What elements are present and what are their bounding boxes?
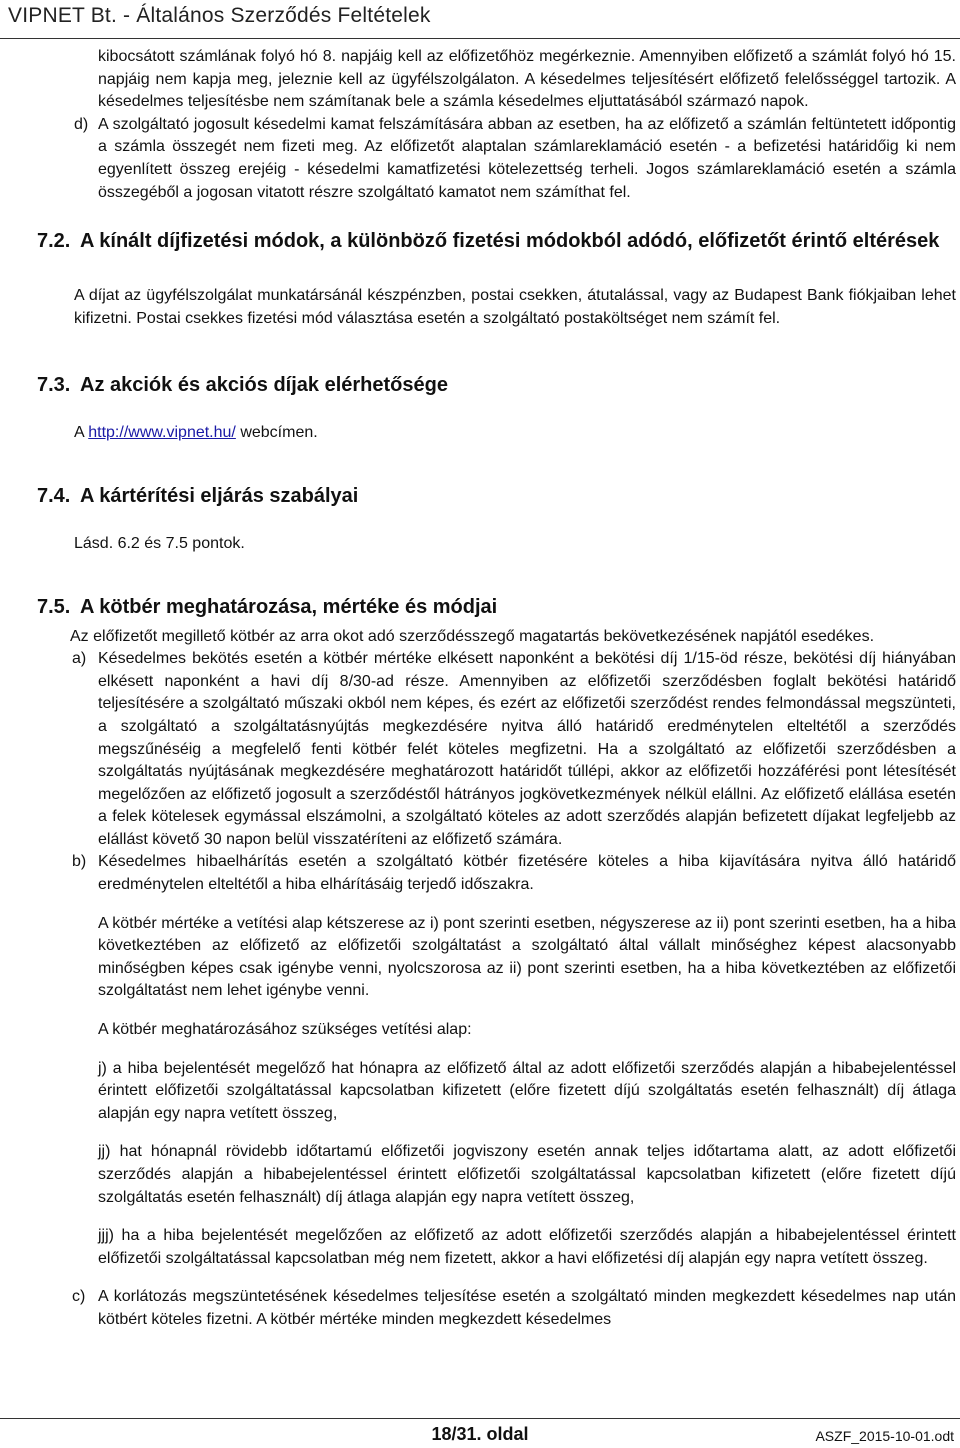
- list-marker: a): [72, 650, 87, 668]
- list-item-b-paragraph-2: A kötbér mértéke a vetítési alap kétszerese az i) pont szerinti esetben, négyszerese az ii) pont szerinti esetben, ha a hiba következtében az előfizető az előfizetői szolgáltatást a szolgáltató által vállalt minőséghez képest alacsonyabb minőségben képes csak igénybe venni, nyolcszorosa az ii) pont szerinti esetben, ha a hiba következtében az előfizetői szolgáltatást nem lehet igénybe venni.: [98, 914, 956, 1000]
- body-prefix: A: [74, 424, 89, 442]
- section-number: 7.2.: [37, 230, 71, 253]
- list-item-b: [72, 851, 956, 896]
- website-link[interactable]: http://www.vipnet.hu/: [88, 424, 236, 442]
- list-item-c: [72, 1286, 956, 1331]
- section-body-7-2: A díjat az ügyfélszolgálat munkatársánál készpénzben, postai csekken, átutalással, vagy az Budapest Bank fiókjaiban lehet kifizetni. Postai csekkes fizetési mód választása esetén a szolgáltató postaköltséget nem számít fel.: [74, 287, 956, 327]
- list-item-text: Késedelmes bekötés esetén a kötbér mértéke elkésett naponként a bekötési díj 1/15-öd része, bekötési díj hiányában elkésett naponként a havi díj 8/30-ad része. Amennyiben az előfizetői szerződésben foglalt bekötési határidő teljesítésére a szolgáltató műszaki okból nem képes, és ezért az előfizetői szerződést rendes felmondással megszünteti, a szolgáltató a szolgáltatásnyújtás megkezdésére nyitva álló határidő eredménytelen elteltétől a szerződés megszűnéséig a megfelelő fenti kötbér felét köteles megfizetni. Ha a szolgáltató az előfizetői szerződésben a szolgáltatás nyújtásának megkezdésére meghatározott határidőt túllépi, akkor az előfizetői hozzáférési pont létesítését megelőzően az előfizető jogosult a szerződéstől hátrányos jogkövetkezmények nélkül elállni. Az előfizető elállása esetén a felek kötelesek egymással elszámolni, a szolgáltató köteles az adott szerződés alapján befizetett díjakat legfeljebb az elállást követő 30 napon belül visszatéríteni az előfizető számára.: [98, 650, 956, 848]
- page-header: [0, 0, 960, 40]
- list-marker: c): [72, 1288, 86, 1306]
- section-number: 7.5.: [37, 595, 71, 618]
- list-marker: d): [74, 115, 89, 133]
- list-item-a: [72, 648, 956, 851]
- list-item-d: [74, 114, 956, 204]
- sub-item-jjj: jjj) ha a hiba bejelentését megelőzően az előfizető az adott előfizetői szerződés alapján a hibabejelentéssel érintett előfizetői szolgáltatással kapcsolatban még nem fizetett, akkor a havi előfizetési díj alapján egy napra vetített összeg.: [98, 1227, 956, 1267]
- section-body-7-4: Lásd. 6.2 és 7.5 pontok.: [74, 534, 245, 552]
- section-number: 7.3.: [37, 374, 71, 397]
- section-intro-7-5: Az előfizetőt megillető kötbér az arra okot adó szerződésszegő magatartás bekövetkezésének napjától esedékes.: [70, 627, 875, 645]
- section-heading-7-5: [0, 594, 940, 621]
- section-title: A kártérítési eljárás szabályai: [80, 484, 359, 507]
- list-item-text: A szolgáltató jogosult késedelmi kamat felszámítására abban az esetben, ha az előfizető a számlán feltüntetett időpontig a számla összegét nem fizeti meg. Az előfizetőt alaptalan számlareklamáció esetén - a befizetési határidőig ki nem egyenlített összeg erejéig - késedelmi kamatfizetési kötelezettség terheli. Jogos számlareklamáció esetén a számla összegéből a jogosan vitatott részre szolgáltató kamatot nem számíthat fel.: [98, 115, 956, 201]
- section-title: A kínált díjfizetési módok, a különböző fizetési módokból adódó, előfizetőt érintő eltérések: [80, 230, 940, 253]
- header-divider: [0, 38, 960, 39]
- list-item-b-paragraph-3: A kötbér meghatározásához szükséges vetítési alap:: [98, 1021, 472, 1039]
- document-header-title: VIPNET Bt. - Általános Szerződés Feltételek: [8, 4, 431, 27]
- body-suffix: webcímen.: [235, 424, 318, 442]
- section-heading-7-2: [0, 228, 940, 255]
- document-filename: ASZF_2015-10-01.odt: [815, 1428, 954, 1444]
- sub-item-j: j) a hiba bejelentését megelőző hat hónapra az előfizető által az adott előfizetői szerződés alapján a hibabejelentéssel érintett előfizetői szolgáltatással kapcsolatban kifizetett (előre fizetett díjú szolgáltatás esetén felhasznált) díj átlaga alapján egy napra vetített összeg,: [98, 1059, 956, 1122]
- list-item-text: Késedelmes hibaelhárítás esetén a szolgáltató kötbér fizetésére köteles a hiba kijavítására nyitva álló határidő eredménytelen elteltétől a hiba elhárításáig terjedő időszakra.: [98, 853, 956, 894]
- section-number: 7.4.: [37, 484, 71, 507]
- section-body-7-3: [74, 422, 956, 445]
- document-content: [0, 46, 960, 1332]
- sub-item-jj: jj) hat hónapnál rövidebb időtartamú előfizetői jogviszony esetén annak teljes időtartama alatt, az adott előfizetői szerződés alapján a hibabejelentéssel érintett előfizetői szolgáltatással kapcsolatban kifizetett (előre fizetett díjú szolgáltatás esetén felhasznált) díj átlaga alapján egy napra vetített összeg,: [98, 1143, 956, 1206]
- section-title: Az akciók és akciós díjak elérhetősége: [80, 374, 448, 397]
- list-marker: b): [72, 853, 87, 871]
- section-heading-7-4: [0, 483, 940, 510]
- list-item-text: A korlátozás megszüntetésének késedelmes teljesítése esetén a szolgáltató minden megkezdett késedelmes nap után kötbért köteles fizetni. A kötbér mértéke minden megkezdett késedelmes: [98, 1288, 956, 1328]
- section-title: A kötbér meghatározása, mértéke és módjai: [80, 595, 498, 618]
- continued-paragraph: kibocsátott számlának folyó hó 8. napjáig kell az előfizetőhöz megérkeznie. Amennyiben előfizető a számlát folyó hó 15. napjáig nem kapja meg, jeleznie kell az ügyfélszolgálaton. A késedelmes teljesítésért előfizető felelősséggel tartozik. A késedelmes teljesítésbe nem számítanak bele a számla késedelmes eljuttatásából származó napok.: [98, 48, 956, 111]
- section-heading-7-3: [0, 372, 940, 399]
- page-number: 18/31. oldal: [431, 1424, 529, 1444]
- footer-divider: [0, 1418, 960, 1419]
